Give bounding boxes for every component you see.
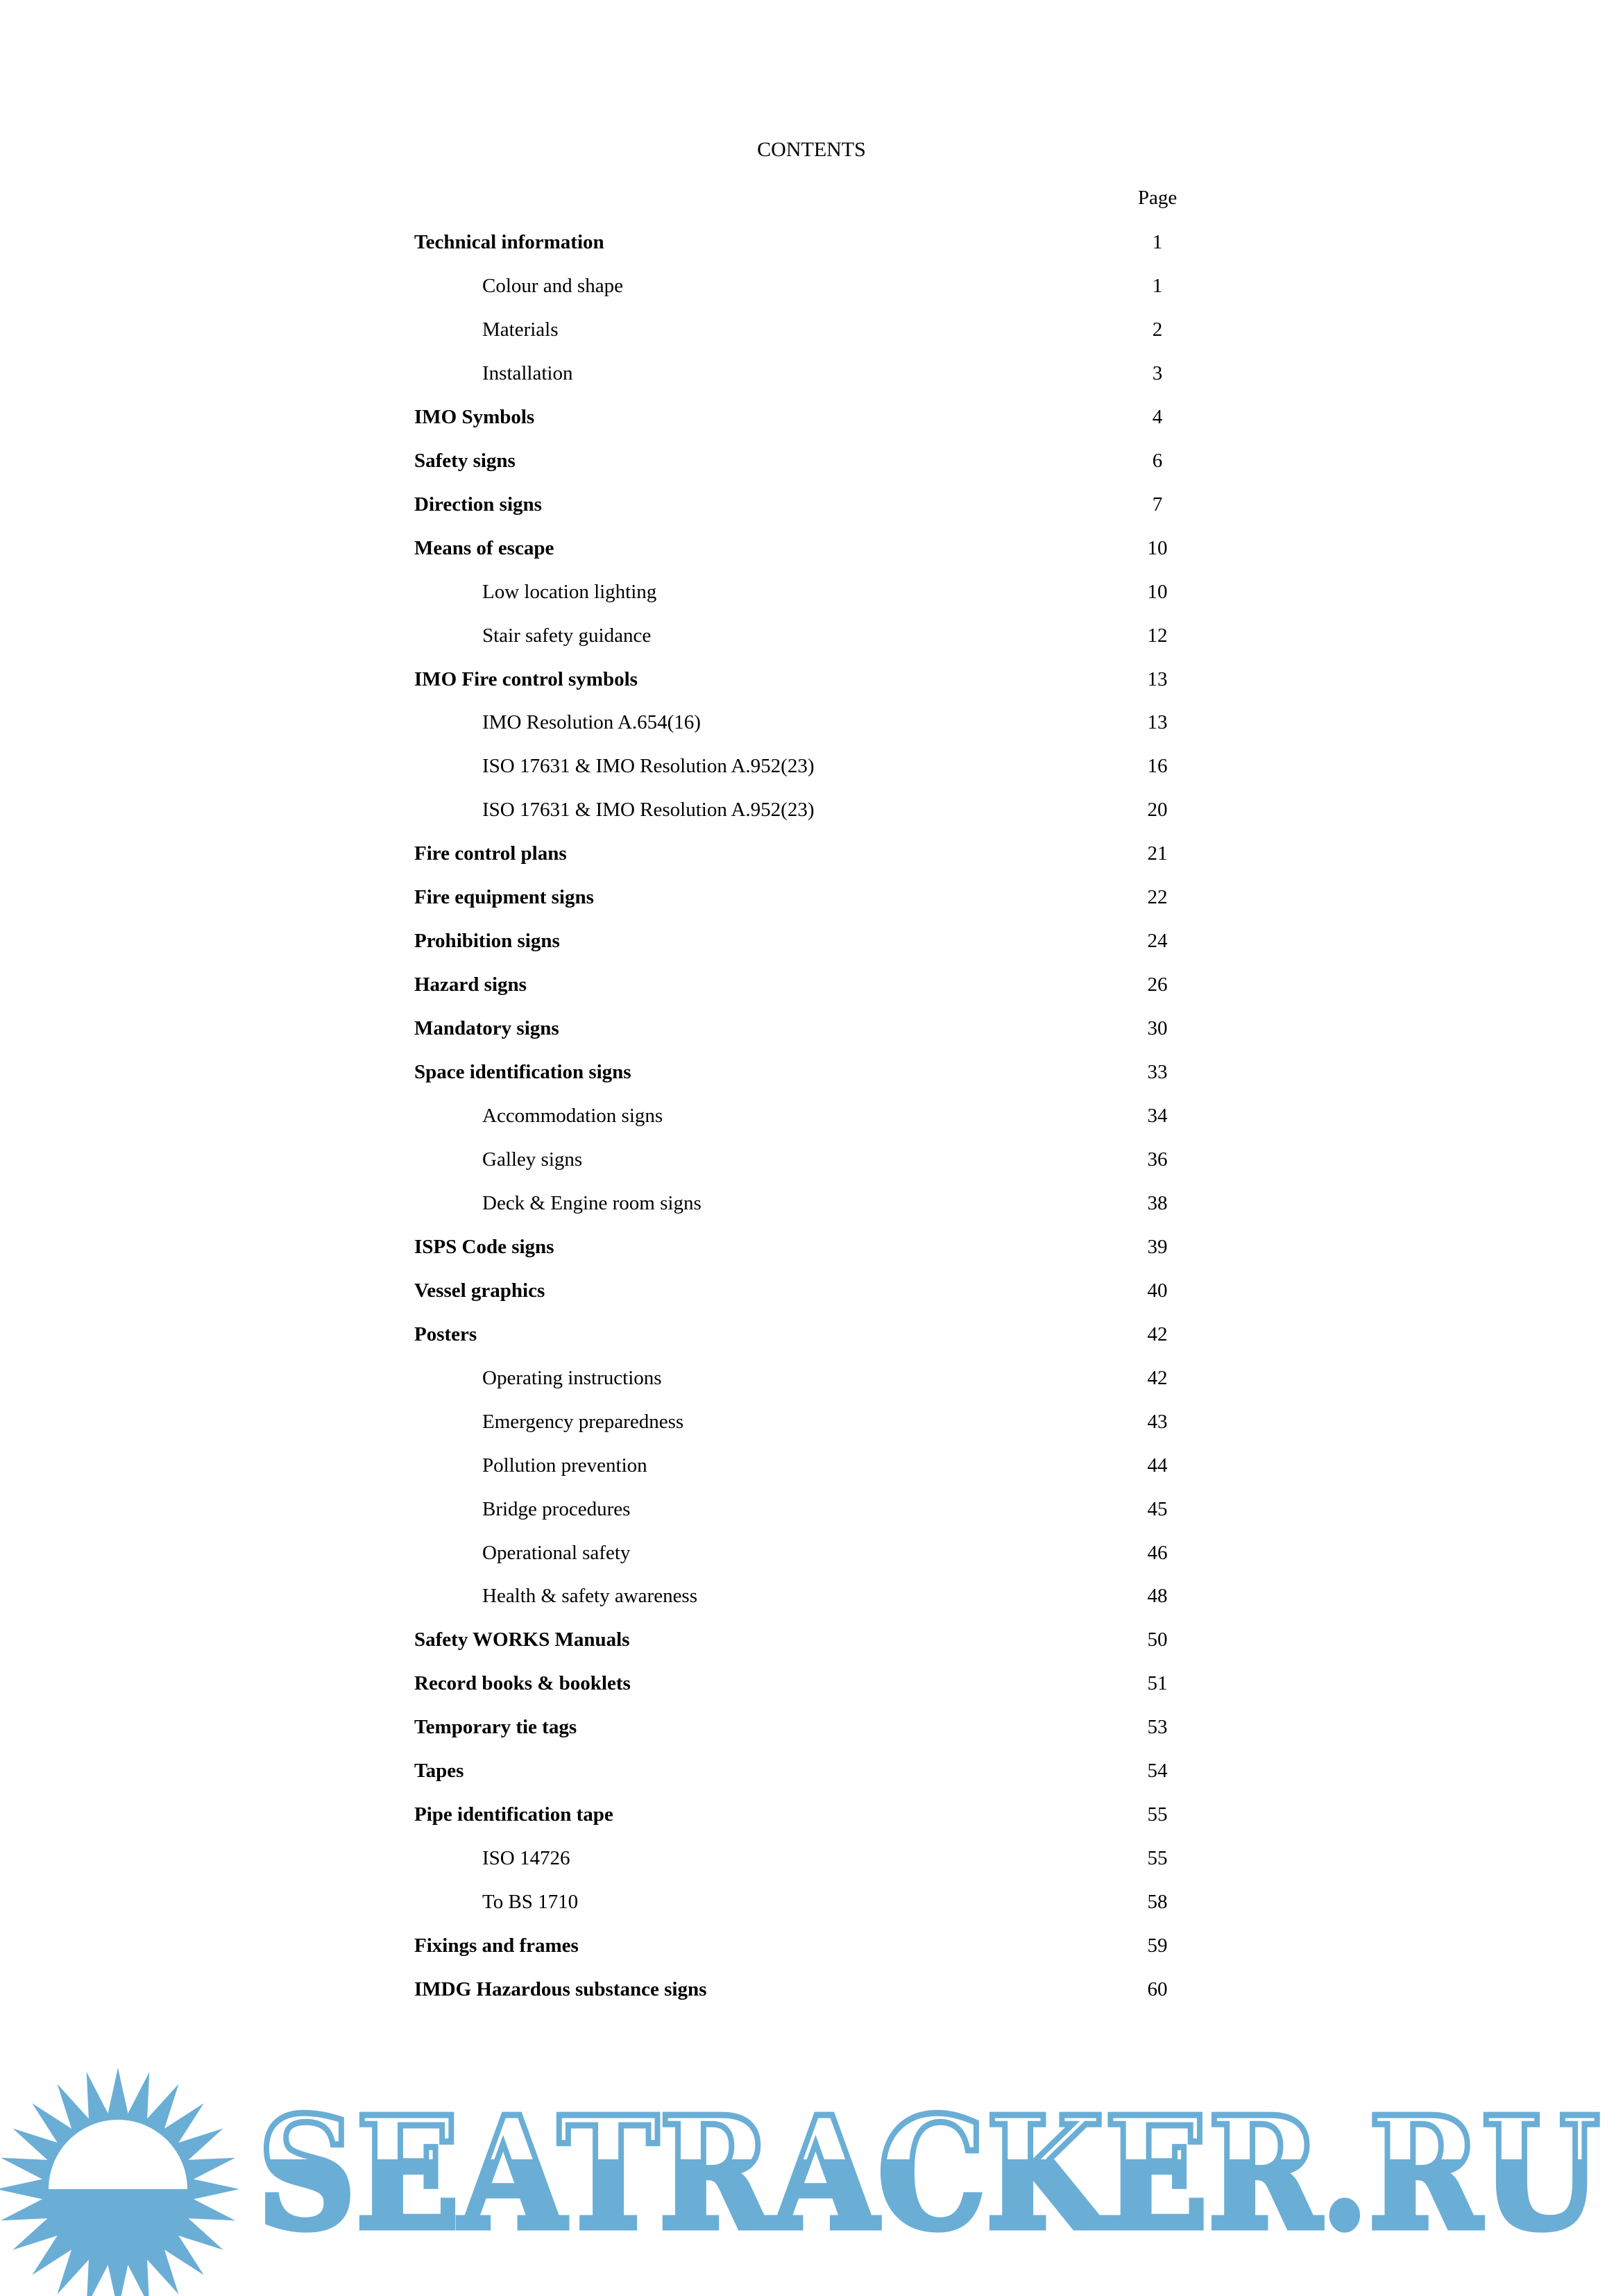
toc-section [414, 1626, 1213, 1653]
toc-entry-title: Pipe identification tape [414, 1803, 613, 1826]
toc-entry-title: To BS 1710 [482, 1891, 579, 1914]
toc-entry-page: 50 [1147, 1629, 1168, 1651]
toc-entry-title: ISPS Code signs [414, 1235, 554, 1258]
toc-entry-title: IMO Fire control symbols [414, 667, 638, 690]
toc-entry-page: 51 [1147, 1672, 1168, 1695]
toc-subsection [414, 708, 1213, 736]
toc-entry-title: ISO 14726 [482, 1847, 570, 1870]
toc-entry-page: 46 [1147, 1541, 1168, 1564]
toc-entry-page: 58 [1147, 1891, 1168, 1914]
toc-section [414, 1014, 1213, 1042]
toc-entry-title: ISO 17631 & IMO Resolution A.952(23) [482, 755, 815, 778]
toc-entry-page: 26 [1147, 973, 1168, 996]
toc-entry-page: 1 [1152, 231, 1163, 253]
toc-subsection [414, 622, 1213, 649]
toc-entry-page: 55 [1147, 1803, 1168, 1826]
toc-subsection [414, 1582, 1213, 1610]
toc-entry-page: 3 [1152, 362, 1163, 384]
toc-entry-page: 13 [1147, 667, 1168, 690]
toc-subsection [414, 272, 1213, 300]
toc-entry-title: Stair safety guidance [482, 624, 652, 647]
toc-entry-page: 45 [1147, 1497, 1168, 1520]
toc-entry-title: Emergency preparedness [482, 1410, 684, 1433]
toc-subsection [414, 1146, 1213, 1173]
toc-subsection [414, 1888, 1213, 1916]
toc-entry-page: 53 [1147, 1716, 1168, 1739]
toc-section [414, 665, 1213, 693]
toc-subsection [414, 1102, 1213, 1130]
toc-entry-page: 10 [1147, 536, 1168, 559]
toc-entry-title: Accommodation signs [482, 1105, 663, 1127]
toc-entry-page: 4 [1152, 405, 1163, 428]
toc-entry-page: 54 [1147, 1760, 1168, 1783]
toc-subsection [414, 578, 1213, 606]
toc-entry-title: Record books & booklets [414, 1672, 631, 1695]
toc-entry-title: Pollution prevention [482, 1454, 647, 1477]
toc-section [414, 1801, 1213, 1828]
toc-entry-title: Health & safety awareness [482, 1585, 698, 1608]
toc-section [414, 491, 1213, 518]
toc-entry-title: Bridge procedures [482, 1497, 631, 1520]
toc-subsection [414, 359, 1213, 387]
toc-section [414, 534, 1213, 562]
toc-entry-title: Posters [414, 1323, 477, 1345]
toc-subsection [414, 1189, 1213, 1217]
toc-section [414, 228, 1213, 256]
toc-section [414, 1713, 1213, 1741]
toc-subsection [414, 316, 1213, 343]
toc-section [414, 840, 1213, 867]
toc-entry-page: 16 [1147, 755, 1168, 778]
toc-entry-title: Operational safety [482, 1541, 631, 1564]
toc-subsection [414, 1844, 1213, 1872]
toc-entry-page: 43 [1147, 1410, 1168, 1433]
toc-entry-title: Colour and shape [482, 274, 623, 297]
toc-entry-title: Direction signs [414, 493, 542, 516]
toc-section [414, 883, 1213, 911]
toc-entry-page: 60 [1147, 1978, 1168, 2000]
watermark-text: SEATRACKER.RU [257, 2084, 1600, 2255]
toc-entry-title: Deck & Engine room signs [482, 1191, 702, 1214]
toc-entry-title: Fixings and frames [414, 1934, 579, 1957]
toc-entry-page: 13 [1147, 711, 1168, 734]
toc-entry-title: ISO 17631 & IMO Resolution A.952(23) [482, 799, 815, 822]
toc-entry-title: Safety signs [414, 449, 516, 472]
toc-subsection [414, 752, 1213, 780]
toc-subsection [414, 1364, 1213, 1392]
toc-section [414, 1058, 1213, 1086]
toc-entry-title: Prohibition signs [414, 930, 560, 953]
toc-entry-title: IMO Resolution A.654(16) [482, 711, 701, 734]
toc-entry-title: Safety WORKS Manuals [414, 1629, 630, 1651]
toc-subsection [414, 796, 1213, 824]
toc-entry-page: 7 [1152, 493, 1163, 516]
page-title: CONTENTS [757, 138, 866, 161]
toc-entry-page: 39 [1147, 1235, 1168, 1258]
toc-entry-title: Installation [482, 362, 573, 384]
toc-entry-title: Vessel graphics [414, 1279, 545, 1302]
toc-entry-title: IMDG Hazardous substance signs [414, 1978, 707, 2000]
toc-section [414, 1975, 1213, 2003]
toc-entry-title: Mandatory signs [414, 1017, 559, 1040]
toc-entry-page: 33 [1147, 1061, 1168, 1084]
toc-entry-page: 21 [1147, 842, 1168, 865]
toc-section [414, 927, 1213, 955]
toc-section [414, 1932, 1213, 1959]
toc-entry-title: Temporary tie tags [414, 1716, 577, 1739]
toc-section [414, 1277, 1213, 1304]
toc-entry-page: 36 [1147, 1148, 1168, 1171]
toc-entry-page: 22 [1147, 886, 1168, 909]
toc-entry-title: Hazard signs [414, 973, 527, 996]
toc-section [414, 1757, 1213, 1785]
toc-entry-page: 30 [1147, 1017, 1168, 1040]
toc-entry-page: 12 [1147, 624, 1168, 647]
toc-entry-title: Tapes [414, 1760, 464, 1783]
toc-section [414, 1669, 1213, 1697]
toc-entry-page: 55 [1147, 1847, 1168, 1870]
toc-entry-page: 48 [1147, 1585, 1168, 1608]
toc-section [414, 971, 1213, 998]
toc-entry-page: 20 [1147, 799, 1168, 822]
toc-subsection [414, 1452, 1213, 1479]
toc-entry-page: 42 [1147, 1366, 1168, 1389]
toc-entry-title: Space identification signs [414, 1061, 631, 1084]
toc-entry-page: 38 [1147, 1191, 1168, 1214]
toc-entry-page: 6 [1152, 449, 1163, 472]
toc-entry-page: 59 [1147, 1934, 1168, 1957]
toc-entry-page: 2 [1152, 318, 1163, 341]
toc-entry-title: Technical information [414, 231, 604, 253]
toc-subsection [414, 1539, 1213, 1567]
toc-entry-title: Operating instructions [482, 1366, 662, 1389]
toc-entry-page: 40 [1147, 1279, 1168, 1302]
toc-entry-page: 44 [1147, 1454, 1168, 1477]
toc-subsection [414, 1408, 1213, 1436]
toc-section [414, 447, 1213, 475]
toc-entry-page: 42 [1147, 1323, 1168, 1345]
toc-subsection [414, 1495, 1213, 1523]
page-column-header: Page [1137, 187, 1178, 209]
toc-entry-title: Low location lighting [482, 580, 657, 603]
toc-section [414, 403, 1213, 431]
toc-entry-page: 34 [1147, 1105, 1168, 1127]
toc-entry-title: IMO Symbols [414, 405, 535, 428]
toc-entry-title: Materials [482, 318, 559, 341]
toc-section [414, 1320, 1213, 1348]
toc-entry-page: 24 [1147, 930, 1168, 953]
toc-entry-page: 10 [1147, 580, 1168, 603]
toc-section [414, 1233, 1213, 1261]
toc-entry-page: 1 [1152, 274, 1163, 297]
toc-entry-title: Galley signs [482, 1148, 583, 1171]
sun-icon [0, 2054, 250, 2296]
watermark [253, 2075, 1606, 2255]
toc-entry-title: Fire equipment signs [414, 886, 594, 909]
toc-entry-title: Fire control plans [414, 842, 567, 865]
toc-entry-title: Means of escape [414, 536, 554, 559]
